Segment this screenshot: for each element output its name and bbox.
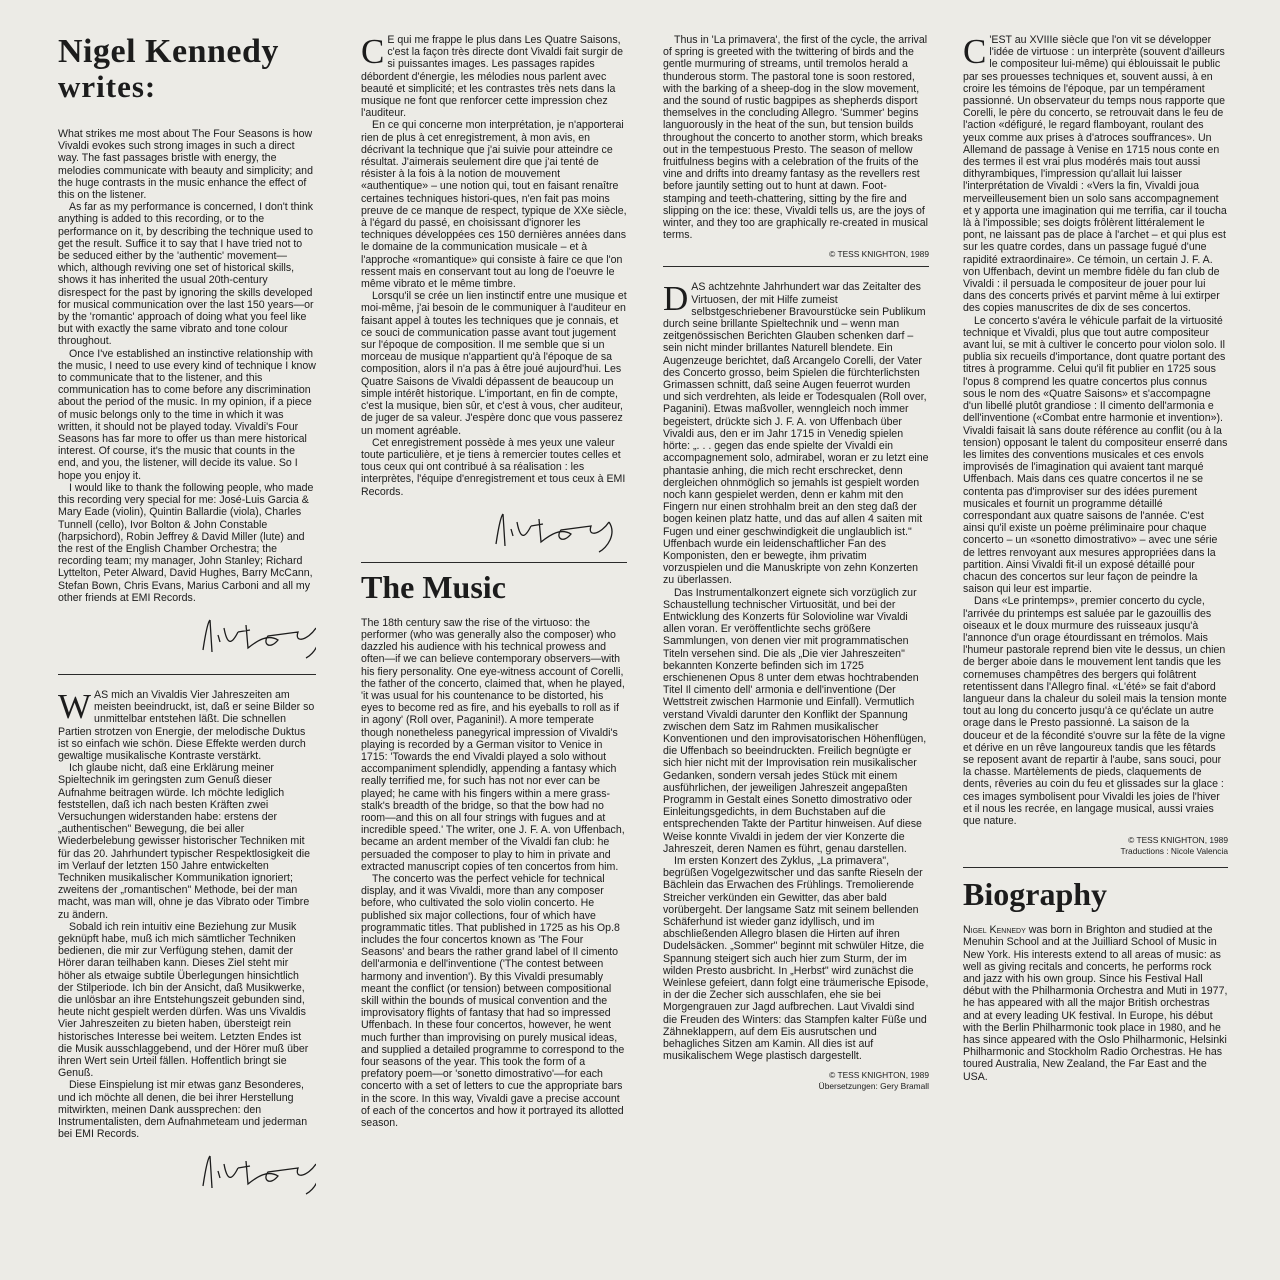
music-english-paragraph: The 18th century saw the rise of the virtuoso: the performer (who was generally also the composer) who dazzled his audience with his technical prowess and often—if we can believe contemporary observers—with his fiery personality. One eye-witness account of Corelli, the father of the concerto, claimed that, when he played, 'it was usual for his countenance to be distorted, his eyes to become red as fire, and his eyeballs to roll as if in agony' (Roll over, Paganini!). A more temperate though nonetheless panegyrical impression of Vivaldi's playing is recorded by a German visitor to Venice in 1715: 'Towards the end Vivaldi played a solo without accompaniment splendidly, appending a fantasy which really terrified me, for such has not nor ever can be played; he came with his fingers within a mere grass-stalk's breadth of the bridge, so that the bow had no room—and this on all four strings with fugues and at incredible speed.' The writer, one J. F. A. von Uffenbach, became an ardent member of the Vivaldi fan club: he persuaded the composer to play to him in private and extracted manuscript copies of ten concertos from him. xyxy=(361,616,625,873)
german-intro-paragraph: Diese Einspielung ist mir etwas ganz Besonderes, und ich möchte all denen, die bei ihrer Herstellung mitwirkten, meinen Dank aussprechen: den Instrumentalisten, dem Aufnahmeteam und jederman bei EMI Records. xyxy=(58,1079,308,1141)
column-1 xyxy=(58,34,316,1270)
divider xyxy=(963,867,1228,868)
music-french-paragraph: Le concerto s'avéra le véhicule parfait de la virtuosité technique et Vivaldi, plus que tout autre compositeur avant lui, se mit à cultiver le concerto pour violon solo. Il publia six recueils d'importance, dont quatre portant des titres à programme. Celui qu'il fit publier en 1725 sous l'opus 8 comprend les quatre concertos plus connus sous le nom des «Quatre Saisons» et s'accompagne d'un libellé plutôt grandiose : Il cimento dell'armonia e dell'inventione («Combat entre harmonie et invention»). Vivaldi faisait là sans doute référence au conflit (ou à la tension) opposant le talent du compositeur enserré dans les limites des conventions musicales et ces envols improvisés de l'imagination qui avaient tant marqué Uffenbach. Mais dans ces quatre concertos il ne se contenta pas d'improviser sur des idées purement musicales et fournit un programme détaillé correspondant aux quatre saisons de l'année. C'est ainsi qu'il existe un poème préliminaire pour chaque concerto – un «sonetto dimostrativo» – avec une série de lettres renvoyant aux mesures appropriées dans la partition. Ainsi Vivaldi fit-il un exposé détaillé pour chacun des concertos sur leur façon de peindre la saison qui leur est impartie. xyxy=(963,314,1228,596)
credit: © TESS KNIGHTON, 1989 xyxy=(1128,835,1228,846)
divider xyxy=(58,674,316,675)
music-german-paragraph: Das Instrumentalkonzert eignete sich vorzüglich zur Schaustellung technischer Virtuosität, und bei der Entwicklung des Konzerts für Solovioline war Vivaldi allen voran. Er veröffentlichte sechs größere Sammlungen, von denen vier mit programmatischen Titeln versehen sind. Die als „Die vier Jahreszeiten" bekannten Konzerte befinden sich im 1725 erschienenen Opus 8 unter dem etwas hochtrabenden Titel Il cimento dell' armonia e dell'inventione (Der Wettstreit zwischen Harmonie und Einfall). Vermutlich verstand Vivaldi darunter den Konflikt der Spannung zwischen dem Satz im Rahmen musikalischer Konventionen und den improvisatorischen Höhenflügen, die Uffenbach so beeindruckten. Freilich begnügte er sich hier nicht mit der Improvisation rein musikalischer Gedanken, sondern versah jedes Stück mit einem ausführlichen, der jeweiligen Jahreszeit angepaßten Programm in Gestalt eines Sonetto dimostrativo oder Einleitungsgedichts, in dem Buchstaben auf die entsprechenden Takte der Partitur hinweisen. Auf diese Weise konnte Vivaldi in jedem der vier Konzerte die Jahreszeit, deren Namen es führt, genau darstellen. xyxy=(663,586,927,855)
music-french-paragraph: Dans «Le printemps», premier concerto du cycle, l'arrivée du printemps est saluée par le gazouillis des oiseaux et le doux murmure des ruisseaux jusqu'à l'annonce d'un orage étourdissant en trémolos. Mais l'humeur pastorale reprend bien vite le dessus, un chien de berger aboie dans le mouvement lent tandis que les cornemuses champêtres des bergers qui folâtrent retentissent dans l'Allegro final. «L'été» se fait d'abord langueur dans la chaleur du soleil mais la tension monte tout au long du concerto jusqu'à ce qu'éclate un autre orage dans le Presto passionné. La saison de la douceur et de la fécondité s'ouvre sur la fête de la vigne et dérive en un rêve langoureux tandis que les fêtards se reposent avant de repartir à l'aube, sans souci, pour la chasse. Martèlements de pieds, claquements de dents, rêveries au coin du feu et glissades sur la glace : ces images symbolisent pour Vivaldi les joies de l'hiver et il nous les recrée, en langage musical, aussi vraies que nature. xyxy=(963,595,1227,827)
drop-cap: C xyxy=(963,34,987,71)
music-english-paragraph: The concerto was the perfect vehicle for technical display, and it was Vivaldi, more than any composer before, who cultivated the solo violin concerto. He published six major collections, four of which have programmatic titles. That published in 1725 as his Op.8 includes the four concertos known as 'The Four Seasons' and bears the rather grand label of Il cimento dell'armonia e dell'inventione ('The contest between harmony and invention'). By this Vivaldi presumably meant the conflict (or tension) between compositional skill within the bounds of musical convention and the improvisatory flights of fantasy that had so impressed Uffenbach. In these four concertos, however, he went much further than improvising on purely musical ideas, and supplied a detailed programme to correspond to the four seasons of the year. This took the form of a prefatory poem—or 'sonetto dimostrativo'—for each concerto with a set of letters to cue the appropriate bars in the score. In this way, Vivaldi gave a precise account of each of the concertos and how it portrayed its allotted season. xyxy=(361,872,625,1130)
signature xyxy=(491,504,627,554)
english-intro-paragraph: I would like to thank the following people, who made this recording very special for me: José-Luis Garcia & Mary Eade (violin), Quintin Ballardie (viola), Charles Tunnell (cello), Ivor Bolton & John Constable (harpsichord), Robin Jeffrey & David Miller (lute) and the rest of the English Chamber Orchestra; the recording team; my manager, John Stanley; Richard Lyttelton, Peter Alward, David Hughes, Barry McCann, Stefan Bown, Chris Evans, Marius Carboni and all my other friends at EMI Records. xyxy=(58,481,314,604)
column-4 xyxy=(963,34,1228,1270)
drop-cap: C xyxy=(361,34,385,71)
german-intro-paragraph: Ich glaube nicht, daß eine Erklärung meiner Spieltechnik im geringsten zum Genuß dieser Aufnahme beitragen würde. Ich möchte lediglich feststellen, daß ich nach besten Kräften zwei Versuchungen widerstanden habe: erstens der „authentischen" Bewegung, die bei aller Wiederbelebung gewisser historischer Techniken mit für das 20. Jahrhundert typischer Respektlosigkeit die im Verlauf der letzten 150 Jahre entwickelten Techniken musikalischer Kommunikation ignoriert; zweitens der „romantischen" Methode, bei der man macht, was man will, ohne je das Vibrato oder Timbre zu ändern. xyxy=(58,762,311,921)
signature-icon xyxy=(198,1146,316,1196)
section-title-music: The Music xyxy=(361,568,506,605)
divider xyxy=(663,266,929,267)
credit: © TESS KNIGHTON, 1989 xyxy=(829,1070,929,1081)
english-intro-paragraph: What strikes me most about The Four Seasons is how Vivaldi evokes such strong images in such a direct way. The fast passages bristle with energy, the melodies communicate with beauty and simplicity; and the huge contrasts in the music enhance the effect of this on the listener. xyxy=(58,128,313,202)
german-intro-paragraph: Sobald ich rein intuitiv eine Beziehung zur Musik geknüpft habe, muß ich mich sämtlicher Techniken bedienen, die mir zur Verfügung stehen, damit der Hörer daran teilhaben kann. Dieses Ziel steht mir höher als etwaige subtile Überlegungen hinsichtlich der Stilperiode. Ich bin der Ansicht, daß Musikwerke, die unlösbar an ihre Entstehungszeit gebunden sind, heute nicht gespielt werden dürfen. Was uns Vivaldis Vier Jahreszeiten zu bieten haben, übersteigt rein historisches Interesse bei weitem. Letzten Endes ist die Musik ausschlaggebend, und der Hörer muß über ihren Wert sein Urteil fällen. Hoffentlich bringt sie Genuß. xyxy=(58,920,309,1080)
drop-cap: D xyxy=(663,279,689,319)
music-german-paragraph: Im ersten Konzert des Zyklus, „La primavera", begrüßen Vogelgezwitscher und das sanfte Rieseln der Bächlein das Erwachen des Frühlings. Tremolierende Streicher verkünden ein Gewitter, das aber bald vorübergeht. Der langsame Satz mit seinem bellenden Schäferhund ist wieder ganz idyllisch, und im abschließenden Allegro blasen die Hirten auf ihren Dudelsäcken. „Sommer" beginnt mit schwüler Hitze, die Spannung steigert sich auch hier zum Sturm, der im wilden Presto ausbricht. In „Herbst" wird zunächst die Weinlese gefeiert, dann folgt eine träumerische Episode, in der die Zecher sich ausschlafen, ehe sie bei Morgengrauen zur Jagd aufbrechen. Laut Vivaldi sind die Freuden des Winters: das Stampfen kalter Füße und Zähneklappern, auf dem Eis ausrutschen und behagliches Sitzen am Kamin. All dies ist auf musikalischem Wege plastisch dargestellt. xyxy=(663,855,929,1063)
section-title-biography: Biography xyxy=(963,876,1108,913)
german-intro-first: WAS mich an Vivaldis Vier Jahreszeiten am meisten beeindruckt, ist, daß er seine Bilder so unmittelbar entstehen läßt. Die schnellen Partien strotzen von Energie, der melodische Duktus ist so einfach wie schön. Diese Effekte werden durch gewaltige musikalische Kontraste verstärkt. xyxy=(58,686,315,762)
signature xyxy=(198,1146,316,1196)
english-intro-paragraph: Once I've established an instinctive relationship with the music, I need to use every kind of technique I know to communicate that to the listener, and this communication has to come before any discrimination about the period of the music. In my opinion, if a piece of music belongs only to the time in which it was written, it should not be played today. Vivaldi's Four Seasons has far more to offer us than mere historical interest. Of course, it's the music that counts in the end, and you, the listener, will decide its value. So I hope you enjoy it. xyxy=(58,347,316,482)
drop-cap: W xyxy=(58,686,92,726)
credit: © TESS KNIGHTON, 1989 xyxy=(829,249,929,260)
biography-name: Nigel Kennedy xyxy=(963,924,1026,937)
divider xyxy=(361,562,627,563)
music-english-paragraph: Thus in 'La primavera', the first of the cycle, the arrival of spring is greeted with the twittering of birds and the gentle murmuring of streams, until tremolos herald a thunderous storm. The pastoral tone is soon restored, with the barking of a sheep-dog in the slow movement, and the sound of rustic bagpipes as shepherds disport themselves in the concluding Allegro. 'Summer' begins languorously in the heat of the sun, but tension builds throughout the concerto to another storm, which breaks out in the tempestuous Presto. The season of mellow fruitfulness begins with a celebration of the fruits of the vine and drifts into dreamy fantasy as the revellers rest before jauntily setting out to hunt at dawn. Foot-stamping and teeth-chattering, sitting by the fire and slipping on the ice: these, Vivaldi tells us, are the joys of winter, and they too are graphically re-created in musical terms. xyxy=(663,34,928,242)
credit-translator: Traductions : Nicole Valencia xyxy=(1120,846,1228,857)
french-intro-paragraph: Lorsqu'il se crée un lien instinctif entre une musique et moi-même, j'ai besoin de le communiquer à l'auditeur en faisant appel à toutes les techniques que je connais, et ce souci de communication passe avant tout jugement sur l'époque de composition. Il me semble que si un morceau de musique n'appartient qu'à l'époque de sa composition, alors il n'a pas à être joué aujourd'hui. Les Quatre Saisons de Vivaldi dépassent de beaucoup un simple intérêt historique. L'important, en fin de compte, c'est la musique, bien sûr, et c'est à vous, cher auditeur, de juger de sa valeur. J'espère donc que vous passerez un moment agréable. xyxy=(361,290,627,437)
biography-paragraph: Nigel Kennedy was born in Brighton and studied at the Menuhin School and at the Juilliard School of Music in New York. His interests extend to all areas of music: as well as giving recitals and concerts, he performs rock and jazz with his own group. Since his Festival Hall début with the Philharmonia Orchestra and Muti in 1977, he has appeared with all the major British orchestras and at every leading UK festival. In Europe, his début with the Berlin Philharmonic took place in 1980, and he has since appeared with the Oslo Philharmonic, Helsinki Philharmonic and Stockholm Radio Orchestras. He has toured Australia, New Zealand, the Far East and the USA. xyxy=(963,924,1228,1083)
column-2 xyxy=(361,34,627,1270)
signature xyxy=(198,610,316,660)
french-intro-paragraph: Cet enregistrement possède à mes yeux une valeur toute particulière, et je tiens à remercier toutes celles et tous ceux qui ont contribué à sa réalisation : les interprètes, l'équipe d'enregistrement et tous ceux à EMI Records. xyxy=(361,436,626,498)
signature-icon xyxy=(491,504,627,554)
french-intro-paragraph: En ce qui concerne mon interprétation, je n'apporterai rien de plus à cet enregistrement, à mon avis, en décrivant la technique que j'ai suivie pour atteindre ce résultat. J'aimerais seulement dire que j'ai tenté de résister à la fois à la notion de mouvement «authentique» – une notion qui, tout en faisant renaître certaines techniques histori-ques, n'en fait pas moins preuve de ce manque de respect, typique de XXe siècle, à l'égard du passé, en choisissant d'ignorer les techniques développées ces 150 dernières années dans le domaine de la communication musicale – et à l'approche «romantique» qui consiste à faire ce que l'on ressent mais en conservant tout au long de l'oeuvre le même vibrato et le même timbre. xyxy=(361,119,627,291)
english-intro-paragraph: As far as my performance is concerned, I don't think anything is added to this recording, or to the performance on it, by describing the technique used to get the result. Suffice it to say that I have tried not to be seduced either by the 'authentic' movement—which, although reviving one set of historical skills, shows it has inherited the usual 20th-century disrespect for the past by ignoring the skills developed for musical communication over the last 150 years—or by the 'romantic' approach of doing what you feel like but with exactly the same vibrato and tone colour throughout. xyxy=(58,201,314,348)
credit-translator: Übersetzungen: Gery Bramall xyxy=(818,1081,929,1092)
music-french-first: C 'EST au XVIIIe siècle que l'on vit se développer l'idée de virtuose : un interprète (souvent d'ailleurs le compositeur lui-même) qui éblouissait le public par ses prouesses techniques et, souvent aussi, à en croire les témoins de l'époque, par un tempérament passionné. Un observateur du temps nous rapporte que Corelli, le père du concerto, se retrouvait dans le feu de l'action «défiguré, le regard flamboyant, roulant des yeux comme aux prises à d'atroces souffrances». Un Allemand de passage à Venise en 1715 nous conte en des termes il est vrai plus modérés mais tout aussi dithyrambiques, l'impression qu'allait lui laisser l'interprétation de Vivaldi : «Vers la fin, Vivaldi joua merveilleusement bien un solo sans accompagnement et y apporta une imagination qui me terrifia, car il toucha là à l'impossible; ses doigts frôlèrent littéralement le pont, ne laissant pas de place à l'archet – et qui plus est sur les quatre cordes, dans un passage fugué d'une rapidité extraordinaire». Ce témoin, un certain J. F. A. von Uffenbach, devint un membre fidèle du fan club de Vivaldi : il persuada le compositeur de jouer pour lui dans des concerts privés et parvint même à lui extirper des copies manuscrites de dix de ses concertos. xyxy=(963,34,1227,315)
music-german-first: DAS achtzehnte Jahrhundert war das Zeitalter des Virtuosen, der mit Hilfe zumeist selbstgeschriebener Bravourstücke sein Publikum durch seine brillante Spieltechnik und – wenn man zeitgenössischen Berichten Glauben schenken darf – sein nicht minder brillantes Naturell blendete. Ein Augenzeuge berichtet, daß Arcangelo Corelli, der Vater des Concerto grosso, beim Spielen die fürchterlichsten Grimassen schnitt, daß seine Augen feuerrot wurden und sich verdrehten, als leide er Todesqualen (Roll over, Paganini). Etwas maßvoller, wenngleich noch immer begeistert, drückte sich J. F. A. von Uffenbach über Vivaldi aus, den er im Jahr 1715 in Venedig spielen hörte: „. . . gegen das ende spielte der Vivaldi ein accompagnement solo, admirabel, woran er zu letzt eine phantasie anhing, die mich recht erschrecket, denn dergleichen ohnmöglich so jemahls ist gespielt worden noch kann gespielet werden, denn er kahm mit den Fingern nur einen strohhalm breit an den steg daß der bogen keinen platz hatte, und das auf allen 4 saiten mit Fugen und einer geschwindigkeit die unglaublich ist." Uffenbach wurde ein leidenschaftlicher Fan des Komponisten, den er bewegte, ihm privatim vorzuspielen und die Manuskripte von zehn Konzerten zu überlassen. xyxy=(663,279,929,587)
page-title: Nigel Kennedy xyxy=(58,34,279,70)
column-3 xyxy=(663,34,929,1270)
french-intro-first: C E qui me frappe le plus dans Les Quatre Saisons, c'est la façon très directe dont Vivaldi fait surgir de si puissantes images. Les passages rapides débordent d'énergie, les mélodies nous parlent avec beauté et simplicité; et les contrastes très nets dans la musique ne font que renforcer cette impression chez l'auditeur. xyxy=(361,34,623,120)
signature-icon xyxy=(198,610,316,660)
page-subtitle: writes: xyxy=(58,69,157,104)
